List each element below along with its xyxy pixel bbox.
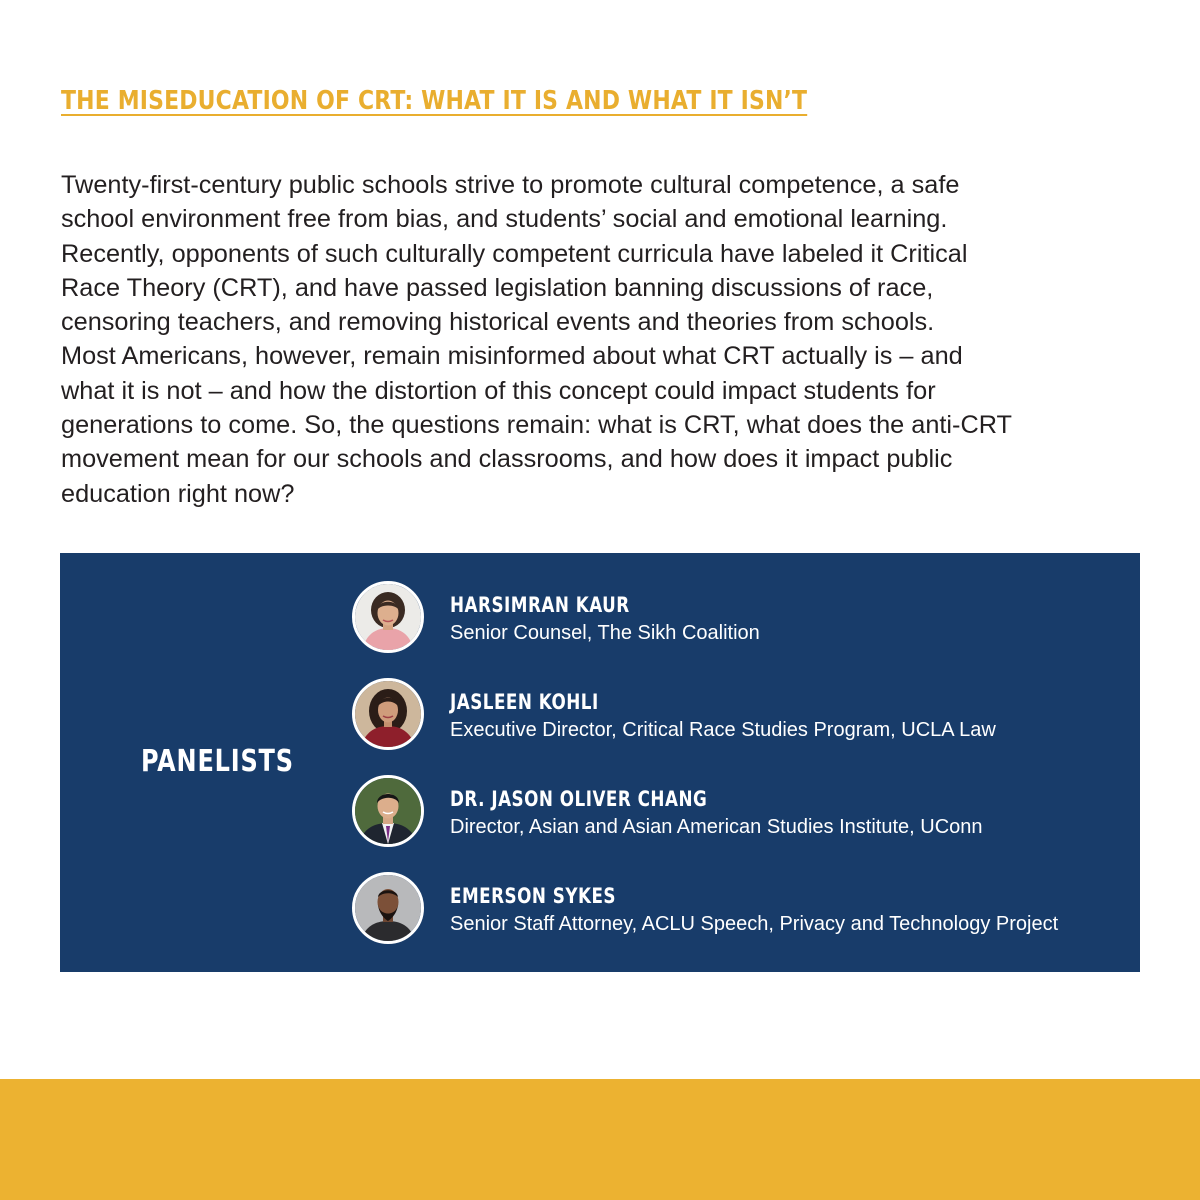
panelist-role: Senior Counsel, The Sikh Coalition (450, 622, 760, 644)
description-line: what it is not – and how the distortion of this concept could impact students for (61, 376, 936, 405)
headshot-portrait-icon (355, 875, 421, 941)
description-line: education right now? (61, 479, 295, 508)
panelist-role: Senior Staff Attorney, ACLU Speech, Privacy and Technology Project (450, 913, 1059, 935)
headshot-portrait-icon (355, 584, 421, 650)
event-title: THE MISEDUCATION OF CRT: WHAT IT IS AND WHAT IT ISN’T (61, 86, 808, 116)
footer-color-band (0, 1079, 1200, 1200)
description-line: Race Theory (CRT), and have passed legislation banning discussions of race, (61, 273, 934, 302)
panelist-name: HARSIMRAN KAUR (450, 593, 630, 617)
description-line: Twenty-first-century public schools strive to promote cultural competence, a safe (61, 171, 960, 199)
headshot-portrait-icon (355, 778, 421, 844)
headshot-photo (352, 775, 424, 847)
panelist-role: Executive Director, Critical Race Studies Program, UCLA Law (450, 719, 996, 741)
headshot-photo (352, 872, 424, 944)
panelist-name: JASLEEN KOHLI (450, 690, 599, 714)
event-description (61, 168, 1151, 511)
panelists-section (60, 553, 1140, 972)
panelists-heading: PANELISTS (141, 744, 294, 779)
headshot-portrait-icon (355, 681, 421, 747)
panelist-name: DR. JASON OLIVER CHANG (450, 787, 708, 811)
headshot-photo (352, 678, 424, 750)
panelist-name: EMERSON SYKES (450, 884, 616, 908)
description-line: generations to come. So, the questions remain: what is CRT, what does the anti-CRT (61, 411, 1012, 440)
headshot-photo (352, 581, 424, 653)
description-line: Recently, opponents of such culturally competent curricula have labeled it Critical (61, 239, 968, 268)
description-line: school environment free from bias, and students’ social and emotional learning. (61, 205, 948, 234)
description-line: Most Americans, however, remain misinformed about what CRT actually is – and (61, 342, 963, 371)
panelist-role: Director, Asian and Asian American Studies Institute, UConn (450, 816, 983, 838)
description-line: movement mean for our schools and classrooms, and how does it impact public (61, 445, 953, 474)
description-line: censoring teachers, and removing historical events and theories from schools. (61, 308, 935, 337)
